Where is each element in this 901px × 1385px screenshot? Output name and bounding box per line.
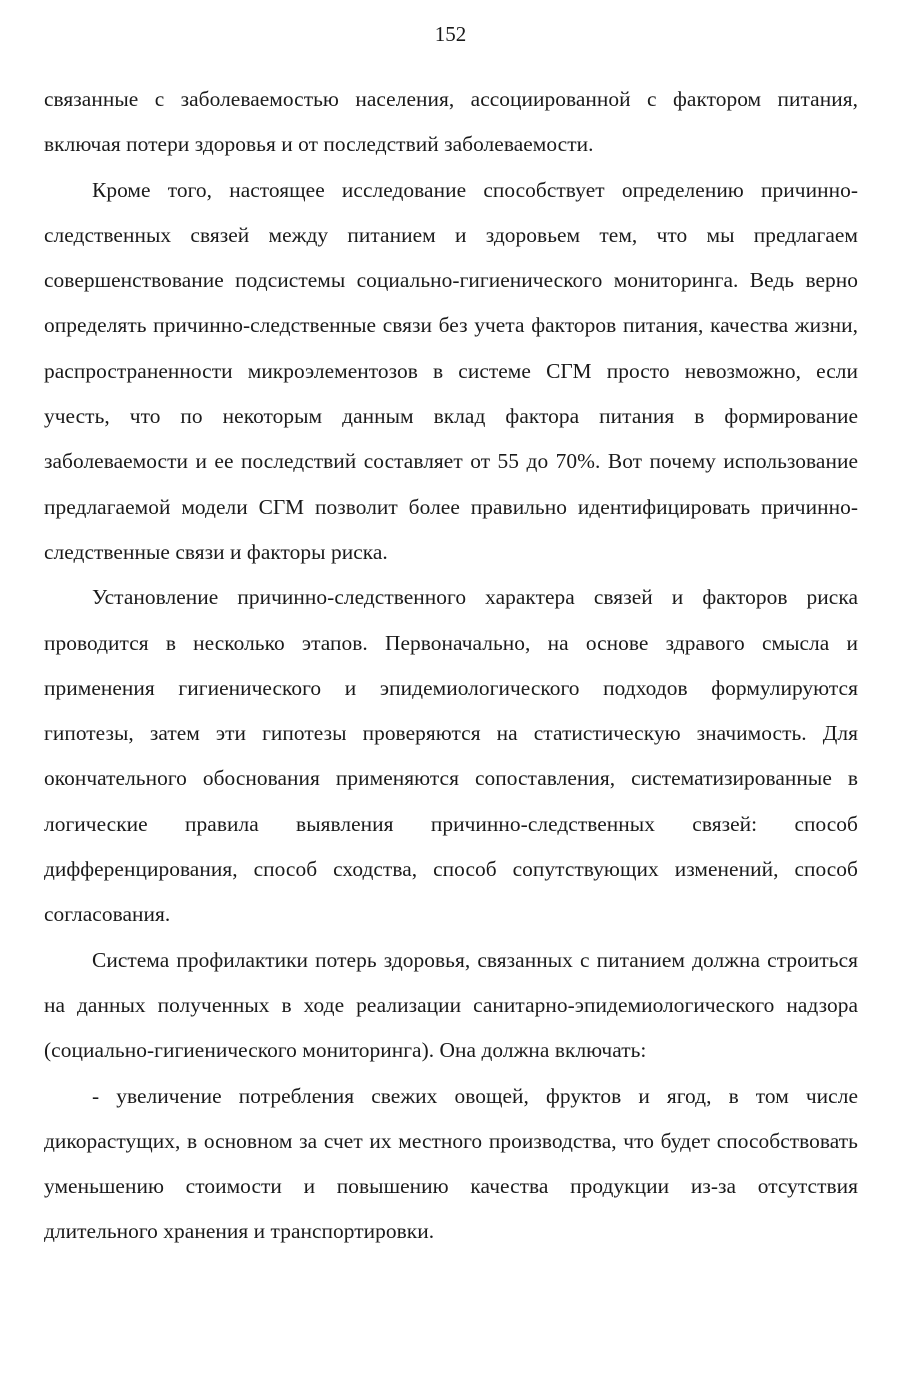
list-item-fresh-produce: - увеличение потребления свежих овощей, фруктов и ягод, в том числе дикорастущих, в основном за счет их местного производства, что будет способствовать уменьшению стоимости и повышению качества продукции из-за отсутствия длительного хранения и транспортировки.: [44, 1083, 858, 1244]
paragraph-continuation: связанные с заболеваемостью населения, ассоциированной с фактором питания, включая потери здоровья и от последствий заболеваемости.: [44, 87, 858, 157]
paragraph-prevention-system: Система профилактики потерь здоровья, связанных с питанием должна строиться на данных полученных в ходе реализации санитарно-эпидемиологического надзора (социально-гигиенического мониторинга). Она должна включать:: [44, 947, 858, 1063]
page-number: 152: [434, 22, 467, 46]
paragraph-causal-links: Кроме того, настоящее исследование способствует определению причинно-следственных связей между питанием и здоровьем тем, что мы предлагаем совершенствование подсистемы социально-гигиенического мониторинга. Ведь верно определять причинно-следственные связи без учета факторов питания, качества жизни, распространенности микроэлементозов в системе СГМ просто невозможно, если учесть, что по некоторым данным вклад фактора питания в формирование заболеваемости и ее последствий составляет от 55 до 70%. Вот почему использование предлагаемой модели СГМ позволит более правильно идентифицировать причинно-следственные связи и факторы риска.: [44, 177, 858, 564]
document-body: [44, 77, 858, 1255]
paragraph-establishing-causality: Установление причинно-следственного характера связей и факторов риска проводится в несколько этапов. Первоначально, на основе здравого смысла и применения гигиенического и эпидемиологического подходов формулируются гипотезы, затем эти гипотезы проверяются на статистическую значимость. Для окончательного обоснования применяются сопоставления, систематизированные в логические правила выявления причинно-следственных связей: способ дифференцирования, способ сходства, способ сопутствующих изменений, способ согласования.: [44, 585, 858, 927]
